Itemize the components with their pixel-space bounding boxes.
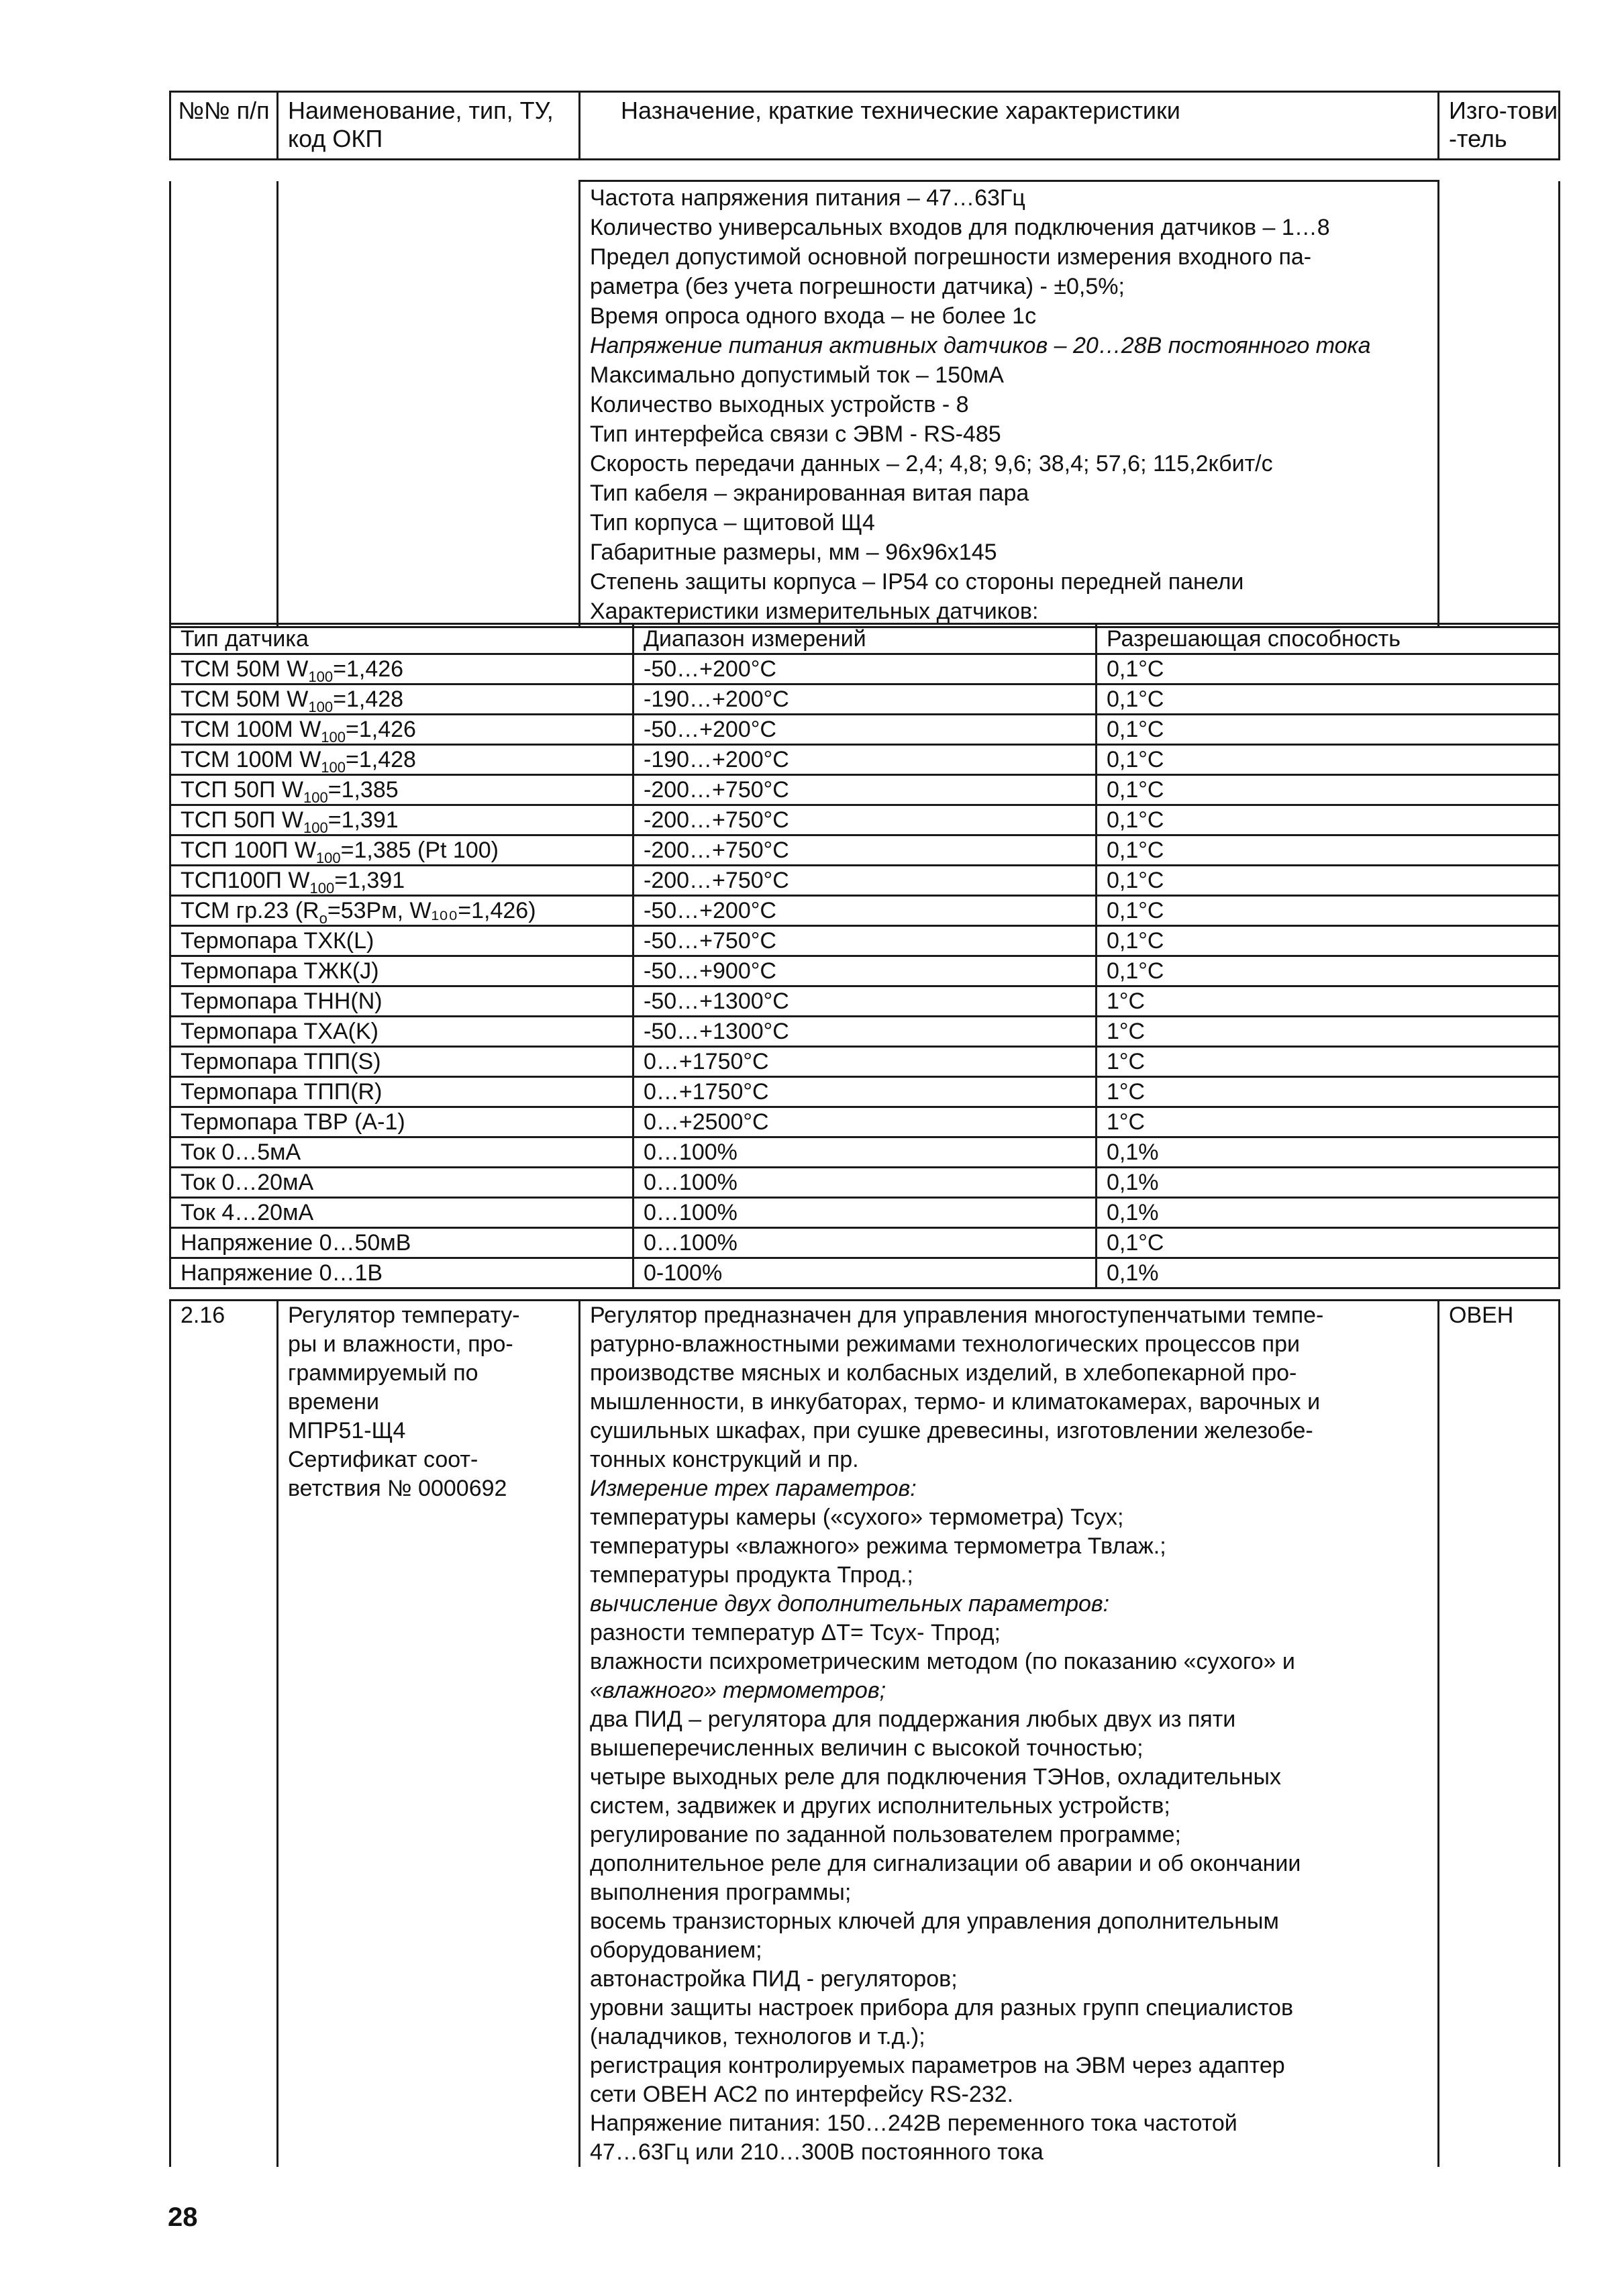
item-description-line: регулирование по заданной пользователем программе; — [590, 1822, 1181, 1847]
sensor-type — [170, 684, 633, 715]
sensor-type — [170, 896, 633, 926]
sensor-row — [170, 896, 1560, 926]
sensor-type-suffix: =1,428 — [333, 687, 404, 712]
sensor-resolution: 0,1°С — [1097, 896, 1560, 926]
sensor-range: -50…+1300°С — [633, 1017, 1097, 1047]
sensor-type — [170, 1047, 633, 1077]
sensor-type-text: ТСП 50П W — [181, 777, 303, 803]
item-name-line: ветствия № 0000692 — [288, 1476, 507, 1501]
item-description-line: оборудованием; — [590, 1937, 762, 1963]
sensor-type-text: Термопара ТЖК(J) — [181, 958, 379, 984]
sensor-type-suffix: =1,426 — [346, 717, 416, 742]
sensor-resolution: 0,1°С — [1097, 866, 1560, 896]
sensor-type-subscript: 100 — [321, 728, 346, 746]
spec-line: Количество выходных устройств - 8 — [590, 392, 969, 417]
item-description-line: температуры продукта Тпрод.; — [590, 1562, 913, 1588]
spec-line: Тип кабеля – экранированная витая пара — [590, 480, 1029, 506]
sensor-type — [170, 805, 633, 835]
sensor-type-subscript: 100 — [303, 789, 328, 806]
spec-line: Частота напряжения питания – 47…63Гц — [590, 185, 1025, 211]
sensor-resolution: 0,1°С — [1097, 654, 1560, 684]
sensor-type-subscript: 100 — [321, 758, 346, 776]
sensor-row — [170, 866, 1560, 896]
sensor-resolution: 0,1% — [1097, 1198, 1560, 1228]
sensor-row — [170, 684, 1560, 715]
sensor-range: 0…+1750°С — [633, 1047, 1097, 1077]
item-description-line: Регулятор предназначен для управления многоступенчатыми темпе- — [590, 1303, 1324, 1328]
item-number: 2.16 — [170, 1301, 278, 2168]
sensor-resolution: 0,1°С — [1097, 835, 1560, 866]
sensor-type-text: Ток 4…20мА — [181, 1200, 314, 1225]
sensor-range: -200…+750°С — [633, 805, 1097, 835]
sensor-type — [170, 1077, 633, 1107]
item-maker: ОВЕН — [1439, 1301, 1560, 2168]
sensor-row — [170, 926, 1560, 956]
sensor-type-suffix: =1,426 — [333, 656, 404, 682]
item-description-line: температуры «влажного» режима термометра Твлаж.; — [590, 1533, 1166, 1559]
sensor-row — [170, 1017, 1560, 1047]
sensor-type-text: Термопара ТПП(S) — [181, 1049, 381, 1074]
sensor-range: -50…+1300°С — [633, 986, 1097, 1017]
sensor-row — [170, 1198, 1560, 1228]
item-description-line: дополнительное реле для сигнализации об аварии и об окончании — [590, 1851, 1301, 1876]
page-number: 28 — [168, 2202, 198, 2232]
sensor-type-text: Напряжение 0…50мВ — [181, 1230, 411, 1256]
header-name: Наименование, тип, ТУ, код ОКП — [278, 92, 580, 160]
sensor-type — [170, 1258, 633, 1288]
sensor-type-text: ТСП 100П W — [181, 837, 316, 863]
sensor-resolution: 1°С — [1097, 1107, 1560, 1137]
sensor-resolution: 0,1°С — [1097, 775, 1560, 805]
sensor-resolution: 0,1% — [1097, 1137, 1560, 1168]
sensor-row — [170, 956, 1560, 986]
sensor-type — [170, 926, 633, 956]
sensor-type-text: Ток 0…20мА — [181, 1170, 314, 1195]
spec-line: Время опроса одного входа – не более 1с — [590, 303, 1037, 329]
item-description-line: 47…63Гц или 210…300В постоянного тока — [590, 2139, 1044, 2165]
sensor-type-suffix: =1,391 — [334, 868, 405, 893]
sensor-type-text: Термопара ТПП(R) — [181, 1079, 383, 1105]
sensor-row — [170, 1107, 1560, 1137]
sensor-resolution: 1°С — [1097, 1017, 1560, 1047]
spec-line: раметра (без учета погрешности датчика) - ±0,5%; — [590, 274, 1125, 299]
sensor-type-suffix: =1,385 (Pt 100) — [340, 837, 499, 863]
sensor-type-suffix: =1,391 — [327, 807, 399, 833]
item-description-line: восемь транзисторных ключей для управления дополнительным — [590, 1909, 1279, 1934]
sensor-range: 0…100% — [633, 1198, 1097, 1228]
spec-line: Напряжение питания активных датчиков – 20…28В постоянного тока — [590, 333, 1371, 358]
sensor-type-subscript: 100 — [309, 879, 335, 897]
item-2-16 — [169, 1299, 1560, 2167]
sensor-type-suffix: =1,385 — [327, 777, 399, 803]
sensor-row — [170, 986, 1560, 1017]
sensor-row — [170, 1228, 1560, 1258]
sensor-type-suffix: =1,428 — [346, 747, 416, 772]
sensor-resolution: 0,1% — [1097, 1168, 1560, 1198]
sensor-type — [170, 1228, 633, 1258]
sensor-header-row — [170, 624, 1560, 654]
sensor-resolution: 0,1°С — [1097, 684, 1560, 715]
spec-block — [169, 180, 1560, 628]
sensor-type — [170, 835, 633, 866]
sensor-resolution: 0,1% — [1097, 1258, 1560, 1288]
sensor-resolution: 1°С — [1097, 986, 1560, 1017]
item-description-line: автонастройка ПИД - регуляторов; — [590, 1966, 958, 1992]
sensor-type-text: Напряжение 0…1В — [181, 1260, 383, 1286]
item-name-line: МПР51-Щ4 — [288, 1418, 406, 1443]
sensor-row — [170, 1168, 1560, 1198]
item-description-line: систем, задвижек и других исполнительных устройств; — [590, 1793, 1170, 1819]
sensor-type — [170, 866, 633, 896]
item-description-line: регистрация контролируемых параметров на ЭВМ через адаптер — [590, 2053, 1285, 2078]
sensor-type — [170, 1017, 633, 1047]
sensor-type — [170, 715, 633, 745]
item-description-line: сушильных шкафах, при сушке древесины, изготовлении железобе- — [590, 1418, 1313, 1443]
sensor-range: -200…+750°С — [633, 775, 1097, 805]
sensor-row — [170, 1077, 1560, 1107]
item-description-line: производстве мясных и колбасных изделий, в хлебопекарной про- — [590, 1360, 1297, 1386]
sensor-row — [170, 835, 1560, 866]
sensor-type — [170, 1107, 633, 1137]
sensor-type-subscript: 100 — [315, 849, 341, 866]
sensor-row — [170, 1137, 1560, 1168]
item-name — [278, 1301, 580, 2168]
item-name-line: граммируемый по — [288, 1360, 478, 1386]
sensor-type — [170, 775, 633, 805]
sensor-resolution: 1°С — [1097, 1047, 1560, 1077]
sensor-range: 0…+2500°С — [633, 1107, 1097, 1137]
sensor-type — [170, 1137, 633, 1168]
sensor-resolution: 0,1°С — [1097, 926, 1560, 956]
sensor-type-header: Тип датчика — [170, 624, 633, 654]
item-description-line: «влажного» термометров; — [590, 1678, 886, 1703]
item-description-line: влажности психрометрическим методом (по показанию «сухого» и — [590, 1649, 1295, 1674]
item-description-line: сети ОВЕН АС2 по интерфейсу RS-232. — [590, 2082, 1014, 2107]
sensor-type-text: ТСМ 50М W — [181, 656, 309, 682]
sensor-type-suffix: =53Рм, W₁₀₀=1,426) — [327, 898, 536, 923]
item-description-line: уровни защиты настроек прибора для разных групп специалистов — [590, 1995, 1294, 2021]
sensor-type-subscript: 100 — [303, 819, 328, 836]
sensor-type-text: ТСП100П W — [181, 868, 310, 893]
spec-maker-cell — [1439, 181, 1560, 627]
sensor-type — [170, 986, 633, 1017]
item-description-line: ратурно-влажностными режимами технологических процессов при — [590, 1331, 1300, 1357]
item-description-line: мышленности, в инкубаторах, термо- и климатокамерах, варочных и — [590, 1389, 1321, 1415]
sensor-row — [170, 745, 1560, 775]
spec-line: Характеристики измерительных датчиков: — [590, 599, 1039, 624]
sensor-resolution: 1°С — [1097, 1077, 1560, 1107]
sensor-type-subscript: 100 — [308, 698, 334, 715]
sensor-row — [170, 775, 1560, 805]
table-header — [169, 91, 1560, 160]
item-description-line: вышеперечисленных величин с высокой точностью; — [590, 1735, 1144, 1761]
sensor-type-text: Ток 0…5мА — [181, 1139, 301, 1165]
sensor-row — [170, 1258, 1560, 1288]
spec-line: Степень защиты корпуса – IP54 со стороны передней панели — [590, 569, 1244, 595]
sensor-type-text: ТСМ 100М W — [181, 717, 321, 742]
sensor-resolution: 0,1°С — [1097, 1228, 1560, 1258]
item-description-line: четыре выходных реле для подключения ТЭНов, охладительных — [590, 1764, 1281, 1790]
sensor-type — [170, 1198, 633, 1228]
sensor-range: -190…+200°С — [633, 745, 1097, 775]
sensor-range: 0-100% — [633, 1258, 1097, 1288]
item-description-line: два ПИД – регулятора для поддержания любых двух из пяти — [590, 1707, 1236, 1732]
spec-name-cell — [278, 181, 580, 627]
sensor-range-header: Диапазон измерений — [633, 624, 1097, 654]
sensor-type — [170, 956, 633, 986]
spec-num-cell — [170, 181, 278, 627]
header-purpose: Назначение, краткие технические характеристики — [580, 92, 1439, 160]
sensor-range: -190…+200°С — [633, 684, 1097, 715]
item-description-line: разности температур ΔТ= Тсух- Тпрод; — [590, 1620, 1001, 1645]
sensor-range: 0…+1750°С — [633, 1077, 1097, 1107]
sensor-range: 0…100% — [633, 1228, 1097, 1258]
sensor-resolution-header: Разрешающая способность — [1097, 624, 1560, 654]
sensor-type — [170, 654, 633, 684]
sensor-row — [170, 715, 1560, 745]
sensor-range: -50…+750°С — [633, 926, 1097, 956]
item-description — [580, 1301, 1439, 2168]
sensor-type-text: Термопара ТНН(N) — [181, 988, 383, 1014]
header-num: №№ п/п — [170, 92, 278, 160]
sensor-table — [169, 623, 1560, 1289]
item-name-line: ры и влажности, про- — [288, 1331, 513, 1357]
sensor-range: 0…100% — [633, 1137, 1097, 1168]
sensor-range: 0…100% — [633, 1168, 1097, 1198]
spec-line: Скорость передачи данных – 2,4; 4,8; 9,6; 38,4; 57,6; 115,2кбит/с — [590, 451, 1273, 476]
sensor-range: -50…+200°С — [633, 896, 1097, 926]
spec-line: Максимально допустимый ток – 150мА — [590, 362, 1004, 388]
sensor-row — [170, 805, 1560, 835]
item-description-line: Измерение трех параметров: — [590, 1476, 917, 1501]
sensor-range: -200…+750°С — [633, 866, 1097, 896]
sensor-range: -50…+900°С — [633, 956, 1097, 986]
sensor-resolution: 0,1°С — [1097, 715, 1560, 745]
sensor-type-subscript: 100 — [308, 668, 334, 685]
sensor-range: -50…+200°С — [633, 715, 1097, 745]
sensor-type-text: ТСМ гр.23 (R — [181, 898, 319, 923]
item-description-line: тонных конструкций и пр. — [590, 1447, 859, 1472]
item-description-line: температуры камеры («сухого» термометра) Тсух; — [590, 1505, 1124, 1530]
sensor-range: -200…+750°С — [633, 835, 1097, 866]
spec-line: Тип интерфейса связи с ЭВМ - RS-485 — [590, 421, 1001, 447]
sensor-row — [170, 1047, 1560, 1077]
item-description-line: вычисление двух дополнительных параметров: — [590, 1591, 1110, 1617]
spec-line: Тип корпуса – щитовой Щ4 — [590, 510, 875, 536]
sensor-type-text: ТСМ 50М W — [181, 687, 309, 712]
spec-lines — [580, 181, 1439, 627]
item-description-line: Напряжение питания: 150…242В переменного тока частотой — [590, 2111, 1237, 2136]
item-description-line: (наладчиков, технологов и т.д.); — [590, 2024, 925, 2049]
item-name-line: Регулятор температу- — [288, 1303, 520, 1328]
sensor-type-text: ТСМ 100М W — [181, 747, 321, 772]
spec-line: Габаритные размеры, мм – 96x96x145 — [590, 540, 997, 565]
sensor-range: -50…+200°С — [633, 654, 1097, 684]
sensor-type-text: Термопара ТХК(L) — [181, 928, 374, 954]
sensor-type — [170, 1168, 633, 1198]
sensor-type-text: Термопара ТХА(K) — [181, 1019, 378, 1044]
sensor-resolution: 0,1°С — [1097, 956, 1560, 986]
sensor-type-subscript: о — [319, 909, 327, 927]
sensor-row — [170, 654, 1560, 684]
sensor-type — [170, 745, 633, 775]
sensor-resolution: 0,1°С — [1097, 805, 1560, 835]
sensor-resolution: 0,1°С — [1097, 745, 1560, 775]
item-description-line: выполнения программы; — [590, 1880, 852, 1905]
spec-line: Предел допустимой основной погрешности измерения входного па- — [590, 244, 1312, 270]
spec-line: Количество универсальных входов для подключения датчиков – 1…8 — [590, 215, 1330, 240]
item-name-line: времени — [288, 1389, 379, 1415]
header-maker: Изго-тови-тель — [1439, 92, 1560, 160]
sensor-type-text: Термопара ТВР (А-1) — [181, 1109, 405, 1135]
sensor-type-text: ТСП 50П W — [181, 807, 303, 833]
item-name-line: Сертификат соот- — [288, 1447, 478, 1472]
